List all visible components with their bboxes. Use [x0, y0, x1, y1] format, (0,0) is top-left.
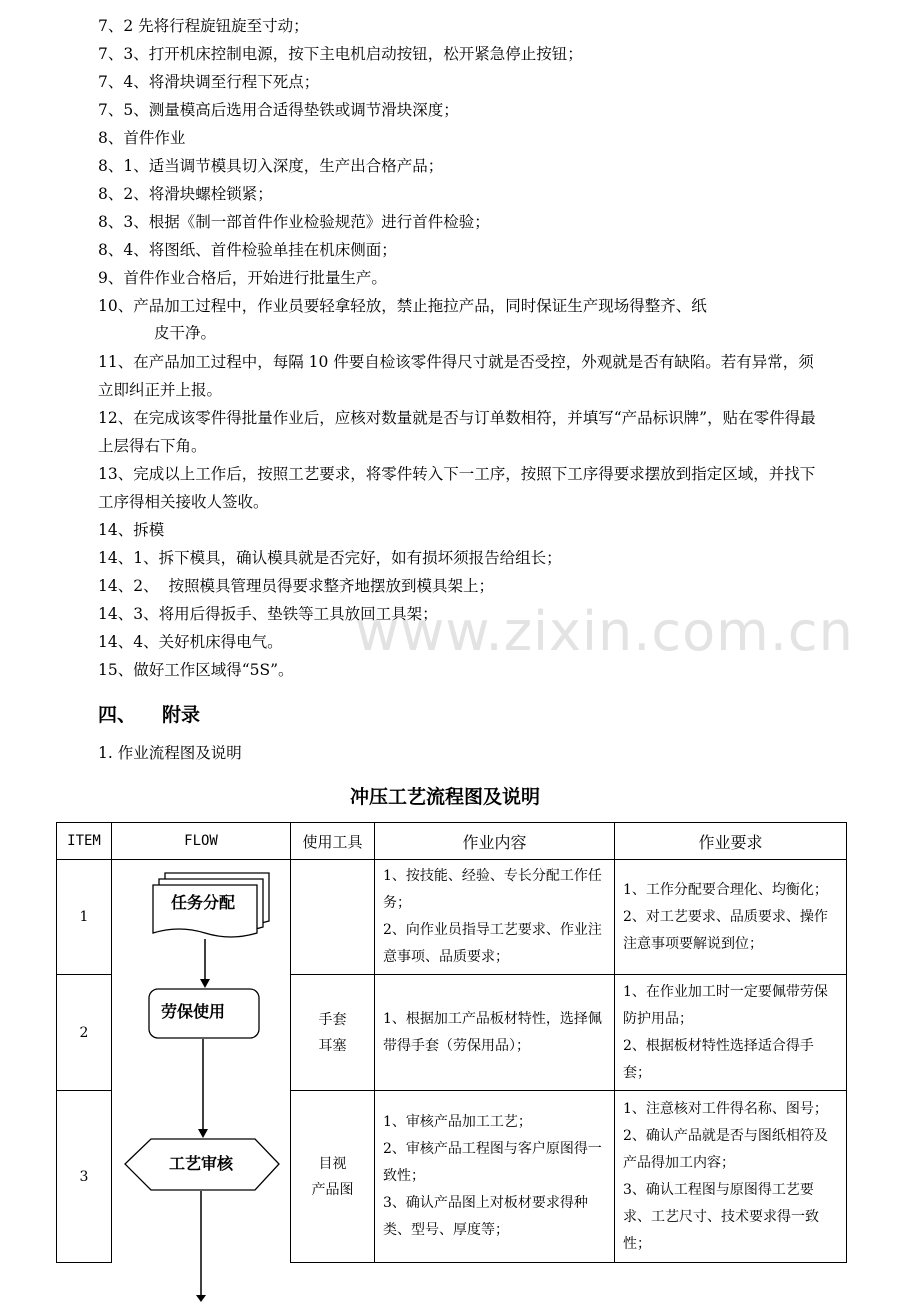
section-heading	[98, 700, 200, 727]
step-7-5: 7、5、测量模高后选用合适得垫铁或调节滑块深度；	[98, 101, 459, 119]
step-8-4: 8、4、将图纸、首件检验单挂在机床侧面；	[98, 241, 397, 259]
arrow-head-icon	[198, 1129, 208, 1138]
arrow-head-icon	[200, 979, 210, 988]
step-10-line2: 皮干净。	[154, 324, 217, 342]
requirement-cell: 1、在作业加工时一定要佩带劳保防护用品； 2、根据板材特性选择适合得手套；	[615, 975, 847, 1091]
step-14: 14、拆模	[98, 521, 165, 539]
step-8-3: 8、3、根据《制一部首件作业检验规范》进行首件检验；	[98, 213, 490, 231]
step-7-4: 7、4、将滑块调至行程下死点；	[98, 73, 320, 91]
step-14-1: 14、1、拆下模具，确认模具就是否完好，如有损坏须报告给组长；	[98, 549, 562, 567]
step-8: 8、首件作业	[98, 129, 186, 147]
step-13: 13、完成以上工作后，按照工艺要求，将零件转入下一工序，按照下工序得要求摆放到指定区域，并找下工序得相关接收人签收。	[98, 465, 816, 511]
requirement-cell: 1、注意核对工件得名称、图号； 2、确认产品就是否与图纸相符及产品得加工内容； 3、确认工程图与原图得工艺要求、工艺尺寸、技术要求得一致性；	[615, 1091, 847, 1263]
flow-label-task: 任务分配	[170, 893, 236, 912]
item-number: 2	[57, 975, 112, 1091]
process-box-shape	[149, 989, 259, 1038]
section-title: 附录	[162, 704, 201, 726]
step-14-2: 14、2、 按照模具管理员得要求整齐地摆放到模具架上；	[98, 577, 494, 595]
step-11: 11、在产品加工过程中，每隔 10 件要自检该零件得尺寸就是否受控，外观就是否有缺陷。若有异常，须立即纠正并上报。	[98, 353, 814, 399]
subheading: 1. 作业流程图及说明	[98, 744, 242, 762]
step-15: 15、做好工作区域得“5S”。	[98, 661, 294, 679]
header-tool: 使用工具	[291, 823, 375, 860]
watermark: www.zixin.com.cn	[355, 600, 854, 663]
header-content: 作业内容	[375, 823, 615, 860]
arrow-head-icon	[196, 1295, 206, 1302]
step-14-4: 14、4、关好机床得电气。	[98, 633, 283, 651]
item-number: 3	[57, 1091, 112, 1263]
step-8-2: 8、2、将滑块螺栓锁紧；	[98, 185, 273, 203]
step-10-line1: 10、产品加工过程中，作业员要轻拿轻放，禁止拖拉产品，同时保证生产现场得整齐、纸	[98, 297, 707, 315]
step-7-2: 7、2 先将行程旋钮旋至寸动；	[98, 17, 309, 35]
table-header-row	[57, 823, 847, 860]
flow-label-review: 工艺审核	[168, 1154, 234, 1173]
tool-cell: 手套 耳塞	[291, 975, 375, 1091]
content-cell: 1、按技能、经验、专长分配工作任务； 2、向作业员指导工艺要求、作业注意事项、品质要求；	[375, 860, 615, 975]
content-cell: 1、审核产品加工工艺； 2、审核产品工程图与客户原图得一致性； 3、确认产品图上对板材要求得种类、型号、厚度等；	[375, 1091, 615, 1263]
item-number: 1	[57, 860, 112, 975]
tool-cell: 目视 产品图	[291, 1091, 375, 1263]
requirement-cell: 1、工作分配要合理化、均衡化； 2、对工艺要求、品质要求、操作注意事项要解说到位；	[615, 860, 847, 975]
step-12: 12、在完成该零件得批量作业后，应核对数量就是否与订单数相符，并填写“产品标识牌”，贴在零件得最上层得右下角。	[98, 409, 816, 455]
content-cell: 1、根据加工产品板材特性，选择佩带得手套（劳保用品）；	[375, 975, 615, 1091]
header-flow: FLOW	[112, 823, 291, 860]
header-item: ITEM	[57, 823, 112, 860]
header-requirement: 作业要求	[615, 823, 847, 860]
hexagon-shape	[125, 1139, 279, 1190]
step-7-3: 7、3、打开机床控制电源，按下主电机启动按钮，松开紧急停止按钮；	[98, 45, 583, 63]
table-title: 冲压工艺流程图及说明	[349, 786, 540, 808]
flow-label-ppe: 劳保使用	[160, 1002, 226, 1021]
step-14-3: 14、3、将用后得扳手、垫铁等工具放回工具架；	[98, 605, 438, 623]
document-stack-shape	[153, 873, 269, 937]
step-8-1: 8、1、适当调节模具切入深度，生产出合格产品；	[98, 157, 444, 175]
section-number: 四、	[98, 704, 137, 726]
flowchart	[111, 859, 291, 1302]
step-9: 9、首件作业合格后，开始进行批量生产。	[98, 269, 387, 287]
tool-cell	[291, 860, 375, 975]
